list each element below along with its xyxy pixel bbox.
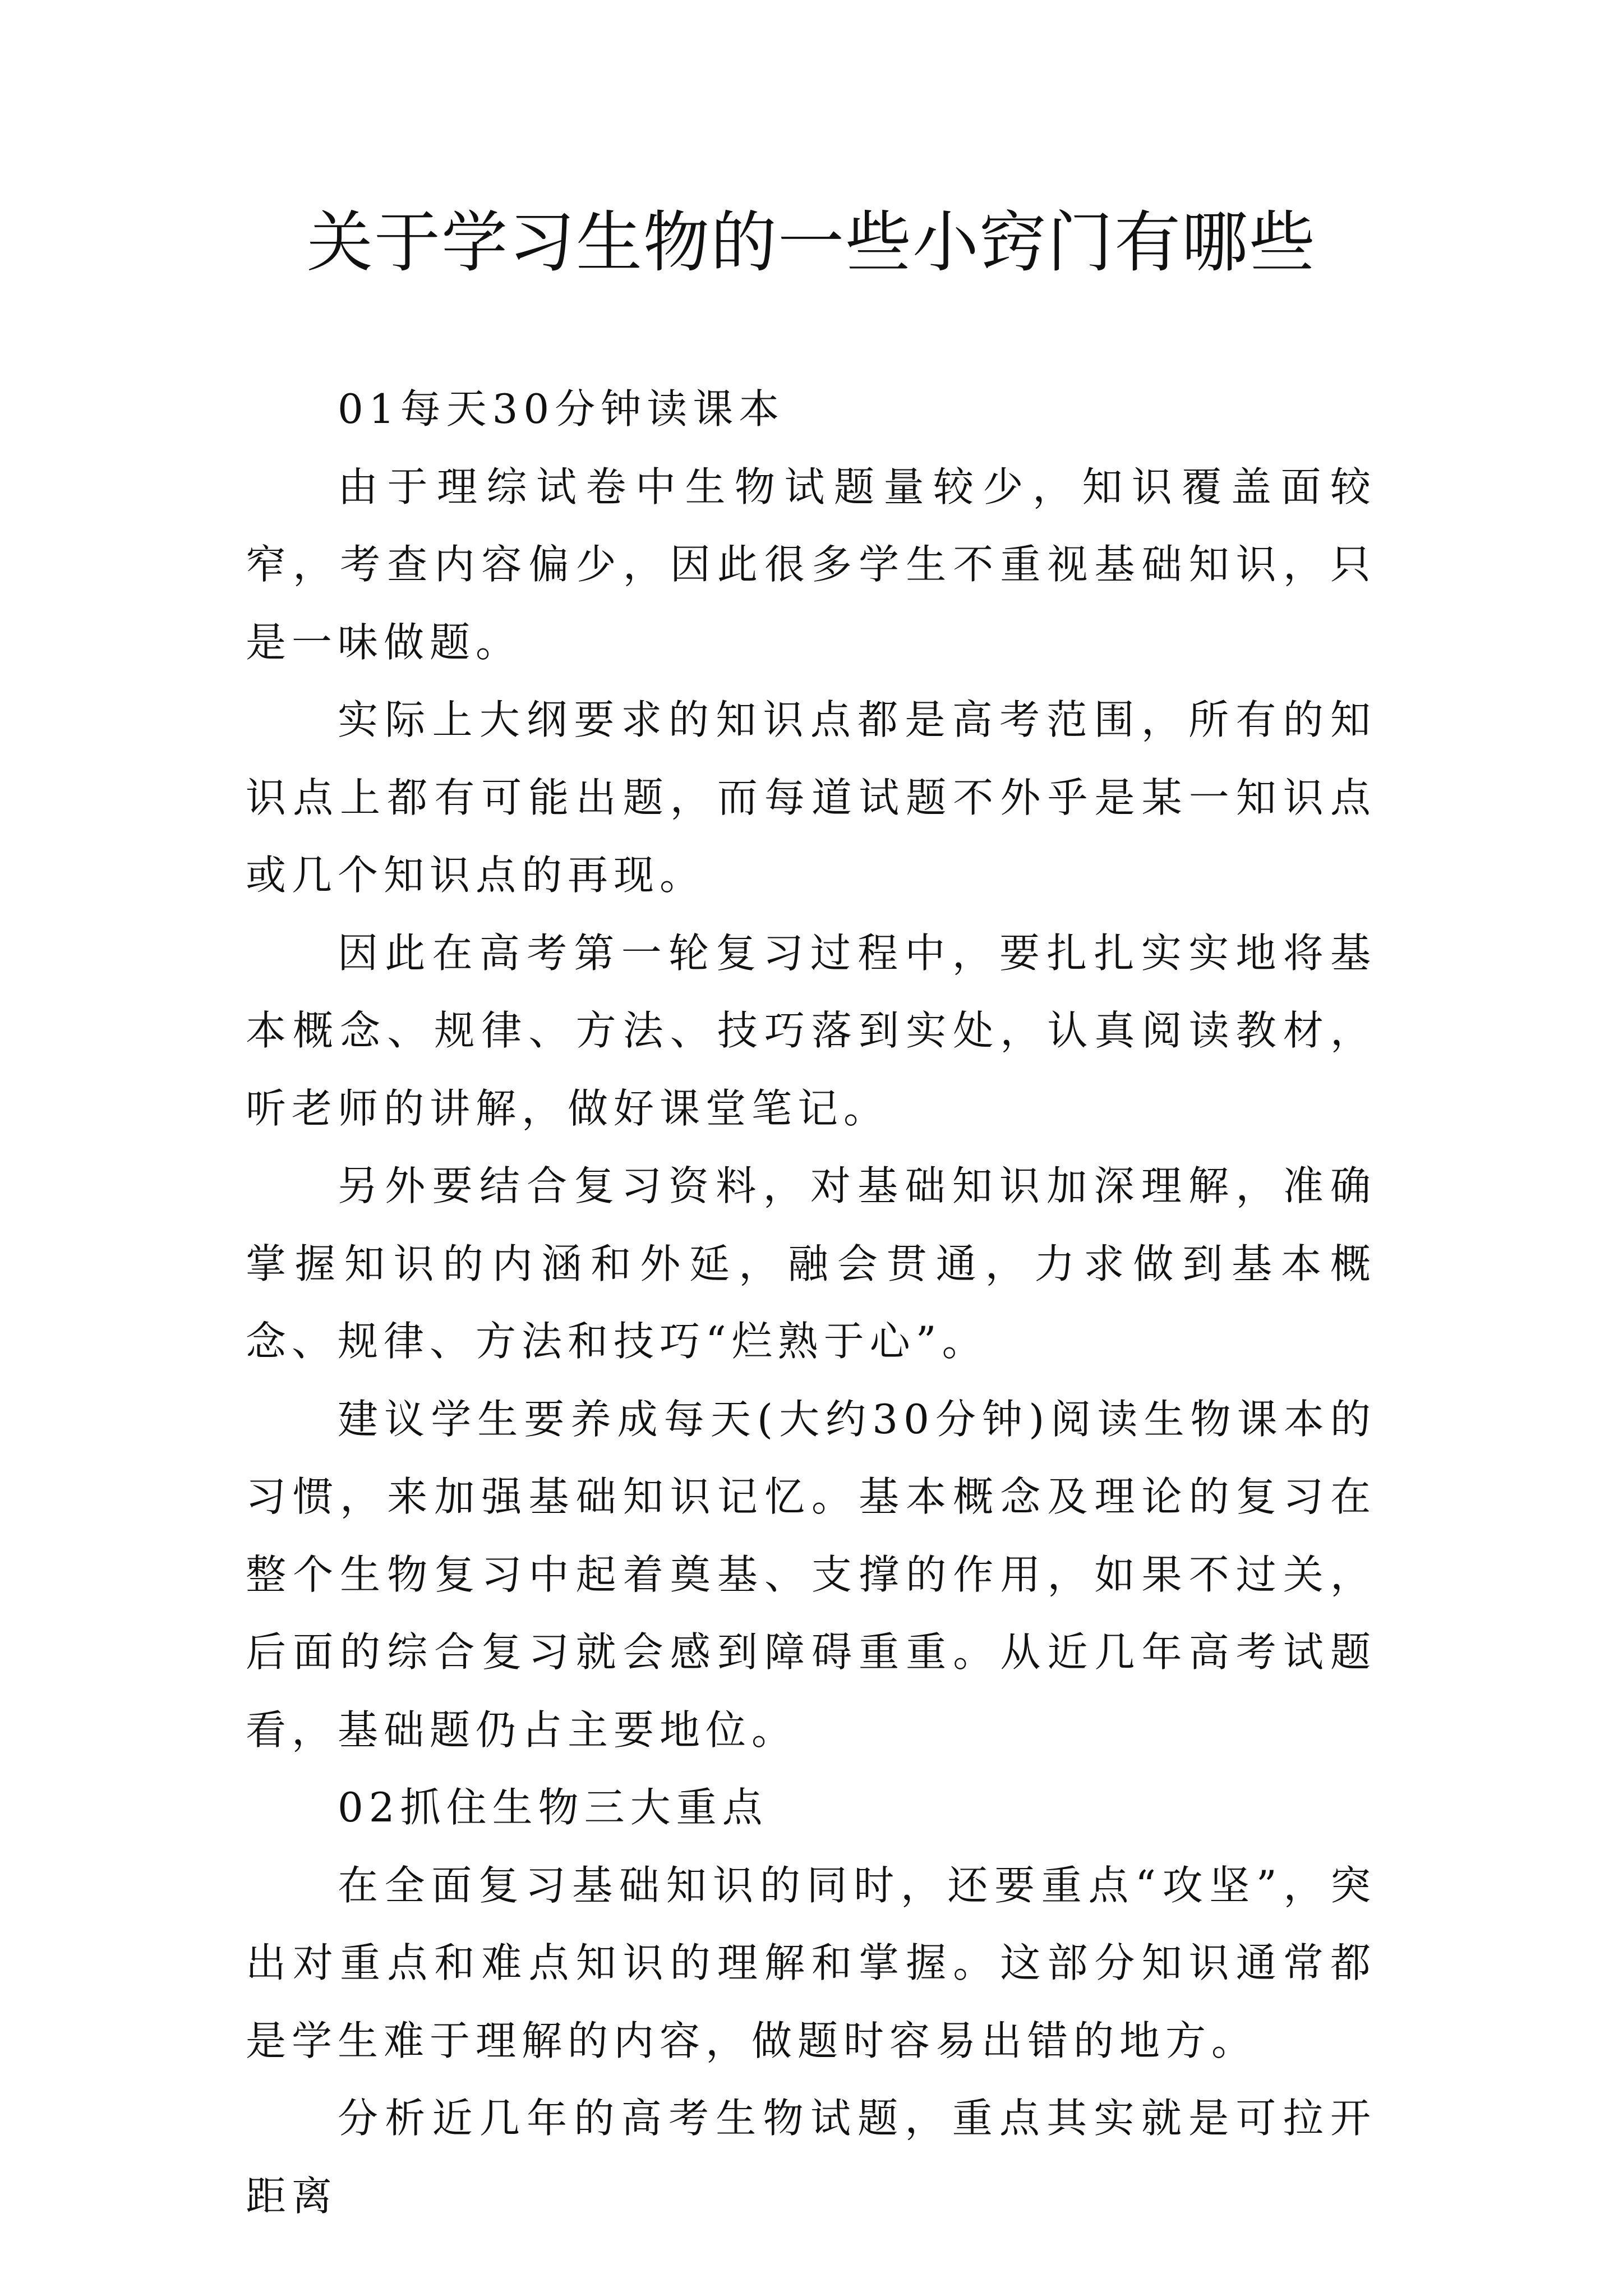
document-body [246,370,1376,2235]
paragraph: 因此在高考第一轮复习过程中，要扎扎实实地将基本概念、规律、方法、技巧落到实处，认真阅读教材，听老师的讲解，做好课堂笔记。 [246,929,1376,1132]
paragraph: 分析近几年的高考生物试题，重点其实就是可拉开距离 [246,2095,1376,2220]
paragraph: 由于理综试卷中生物试题量较少，知识覆盖面较窄，考查内容偏少，因此很多学生不重视基础知识，只是一味做题。 [246,463,1376,666]
section-heading-02: 02抓住生物三大重点 [338,1784,768,1831]
paragraph: 实际上大纲要求的知识点都是高考范围，所有的知识点上都有可能出题，而每道试题不外乎是某一知识点或几个知识点的再现。 [246,696,1376,899]
section-heading-01: 01每天30分钟读课本 [338,385,785,432]
paragraph: 另外要结合复习资料，对基础知识加深理解，准确掌握知识的内涵和外延，融会贯通，力求做到基本概念、规律、方法和技巧“烂熟于心”。 [246,1162,1376,1365]
paragraph: 建议学生要养成每天(大约30分钟)阅读生物课本的习惯，来加强基础知识记忆。基本概念及理论的复习在整个生物复习中起着奠基、支撑的作用，如果不过关，后面的综合复习就会感到障碍重重。从近几年高考试题看，基础题仍占主要地位。 [246,1395,1376,1754]
document-title: 关于学习生物的一些小窍门有哪些 [306,204,1316,281]
paragraph: 在全面复习基础知识的同时，还要重点“攻坚”，突出对重点和难点知识的理解和掌握。这部分知识通常都是学生难于理解的内容，做题时容易出错的地方。 [246,1861,1376,2064]
